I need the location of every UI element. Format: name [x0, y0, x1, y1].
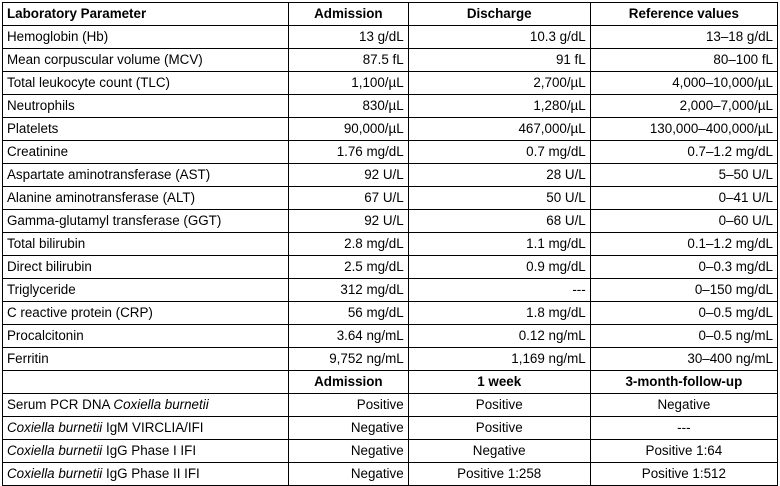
serology-header-empty: [3, 371, 289, 394]
table-row: [3, 118, 778, 141]
discharge-cell: 1,169 ng/mL: [408, 348, 590, 371]
discharge-cell: 1.1 mg/dL: [408, 233, 590, 256]
subheader-week: 1 week: [408, 371, 590, 394]
admission-cell: 2.8 mg/dL: [289, 233, 409, 256]
test-suffix: IgG Phase I IFI: [102, 443, 197, 458]
serology-header-row: [3, 371, 778, 394]
discharge-cell: 91 fL: [408, 49, 590, 72]
table-row: [3, 256, 778, 279]
parameter-cell: Neutrophils: [3, 95, 289, 118]
discharge-cell: 10.3 g/dL: [408, 26, 590, 49]
parameter-cell: Alanine aminotransferase (ALT): [3, 187, 289, 210]
serology-week-cell: Negative: [408, 440, 590, 463]
serology-week-cell: Positive: [408, 394, 590, 417]
table-row: [3, 164, 778, 187]
reference-cell: 0–60 U/L: [590, 210, 777, 233]
parameter-cell: Total bilirubin: [3, 233, 289, 256]
lab-results-table: [2, 2, 778, 486]
admission-cell: 1.76 mg/dL: [289, 141, 409, 164]
serology-admission-cell: Negative: [289, 440, 409, 463]
admission-cell: 9,752 ng/mL: [289, 348, 409, 371]
serology-test-cell: [3, 440, 289, 463]
table-row: [3, 141, 778, 164]
discharge-cell: 1.8 mg/dL: [408, 302, 590, 325]
admission-cell: 90,000/µL: [289, 118, 409, 141]
organism-name: Coxiella burnetii: [7, 466, 103, 481]
table-row: [3, 72, 778, 95]
serology-followup-cell: Negative: [590, 394, 777, 417]
reference-cell: 0.1–1.2 mg/dL: [590, 233, 777, 256]
discharge-cell: ---: [408, 279, 590, 302]
reference-cell: 13–18 g/dL: [590, 26, 777, 49]
table-row: [3, 26, 778, 49]
admission-cell: 2.5 mg/dL: [289, 256, 409, 279]
discharge-cell: 1,280/µL: [408, 95, 590, 118]
admission-cell: 67 U/L: [289, 187, 409, 210]
parameter-cell: Triglyceride: [3, 279, 289, 302]
parameter-cell: Platelets: [3, 118, 289, 141]
admission-cell: 92 U/L: [289, 210, 409, 233]
serology-admission-cell: Negative: [289, 417, 409, 440]
serology-test-cell: [3, 463, 289, 486]
table-header: [3, 3, 778, 26]
table-row: [3, 95, 778, 118]
reference-cell: 5–50 U/L: [590, 164, 777, 187]
test-prefix: Serum PCR DNA: [7, 397, 114, 412]
serology-test-cell: [3, 394, 289, 417]
serology-week-cell: Positive: [408, 417, 590, 440]
header-discharge: Discharge: [408, 3, 590, 26]
admission-cell: 830/µL: [289, 95, 409, 118]
serology-followup-cell: Positive 1:512: [590, 463, 777, 486]
serology-test-cell: [3, 417, 289, 440]
parameter-cell: Aspartate aminotransferase (AST): [3, 164, 289, 187]
parameter-cell: Total leukocyte count (TLC): [3, 72, 289, 95]
table-row: [3, 49, 778, 72]
reference-cell: 0–0.5 mg/dL: [590, 302, 777, 325]
header-reference: Reference values: [590, 3, 777, 26]
parameter-cell: Ferritin: [3, 348, 289, 371]
parameter-cell: Gamma-glutamyl transferase (GGT): [3, 210, 289, 233]
parameter-cell: Creatinine: [3, 141, 289, 164]
admission-cell: 56 mg/dL: [289, 302, 409, 325]
admission-cell: 87.5 fL: [289, 49, 409, 72]
table-row: [3, 325, 778, 348]
test-suffix: IgM VIRCLIA/IFI: [102, 420, 204, 435]
reference-cell: 0.7–1.2 mg/dL: [590, 141, 777, 164]
organism-name: Coxiella burnetii: [7, 443, 103, 458]
serology-row: [3, 417, 778, 440]
reference-cell: 0–0.5 ng/mL: [590, 325, 777, 348]
serology-rows: [3, 394, 778, 486]
subheader-admission: Admission: [289, 371, 409, 394]
table-row: [3, 348, 778, 371]
serology-followup-cell: ---: [590, 417, 777, 440]
header-row: [3, 3, 778, 26]
discharge-cell: 467,000/µL: [408, 118, 590, 141]
header-admission: Admission: [289, 3, 409, 26]
discharge-cell: 28 U/L: [408, 164, 590, 187]
reference-cell: 130,000–400,000/µL: [590, 118, 777, 141]
discharge-cell: 50 U/L: [408, 187, 590, 210]
parameter-cell: Mean corpuscular volume (MCV): [3, 49, 289, 72]
parameter-cell: Direct bilirubin: [3, 256, 289, 279]
subheader-followup: 3-month-follow-up: [590, 371, 777, 394]
serology-week-cell: Positive 1:258: [408, 463, 590, 486]
organism-name: Coxiella burnetii: [113, 397, 209, 412]
serology-followup-cell: Positive 1:64: [590, 440, 777, 463]
table-row: [3, 302, 778, 325]
admission-cell: 1,100/µL: [289, 72, 409, 95]
discharge-cell: 0.9 mg/dL: [408, 256, 590, 279]
table-row: [3, 187, 778, 210]
serology-section: [3, 371, 778, 394]
organism-name: Coxiella burnetii: [7, 420, 103, 435]
table-row: [3, 279, 778, 302]
serology-admission-cell: Positive: [289, 394, 409, 417]
admission-cell: 3.64 ng/mL: [289, 325, 409, 348]
admission-cell: 92 U/L: [289, 164, 409, 187]
discharge-cell: 2,700/µL: [408, 72, 590, 95]
admission-cell: 312 mg/dL: [289, 279, 409, 302]
table-row: [3, 233, 778, 256]
reference-cell: 80–100 fL: [590, 49, 777, 72]
reference-cell: 2,000–7,000/µL: [590, 95, 777, 118]
discharge-cell: 0.12 ng/mL: [408, 325, 590, 348]
reference-cell: 30–400 ng/mL: [590, 348, 777, 371]
parameter-cell: Hemoglobin (Hb): [3, 26, 289, 49]
header-parameter: Laboratory Parameter: [3, 3, 289, 26]
discharge-cell: 0.7 mg/dL: [408, 141, 590, 164]
table-row: [3, 210, 778, 233]
parameter-cell: Procalcitonin: [3, 325, 289, 348]
reference-cell: 4,000–10,000/µL: [590, 72, 777, 95]
reference-cell: 0–0.3 mg/dL: [590, 256, 777, 279]
discharge-cell: 68 U/L: [408, 210, 590, 233]
reference-cell: 0–150 mg/dL: [590, 279, 777, 302]
serology-admission-cell: Negative: [289, 463, 409, 486]
admission-cell: 13 g/dL: [289, 26, 409, 49]
reference-cell: 0–41 U/L: [590, 187, 777, 210]
parameter-cell: C reactive protein (CRP): [3, 302, 289, 325]
serology-row: [3, 440, 778, 463]
serology-row: [3, 394, 778, 417]
lab-rows: [3, 26, 778, 371]
serology-row: [3, 463, 778, 486]
test-suffix: IgG Phase II IFI: [102, 466, 200, 481]
